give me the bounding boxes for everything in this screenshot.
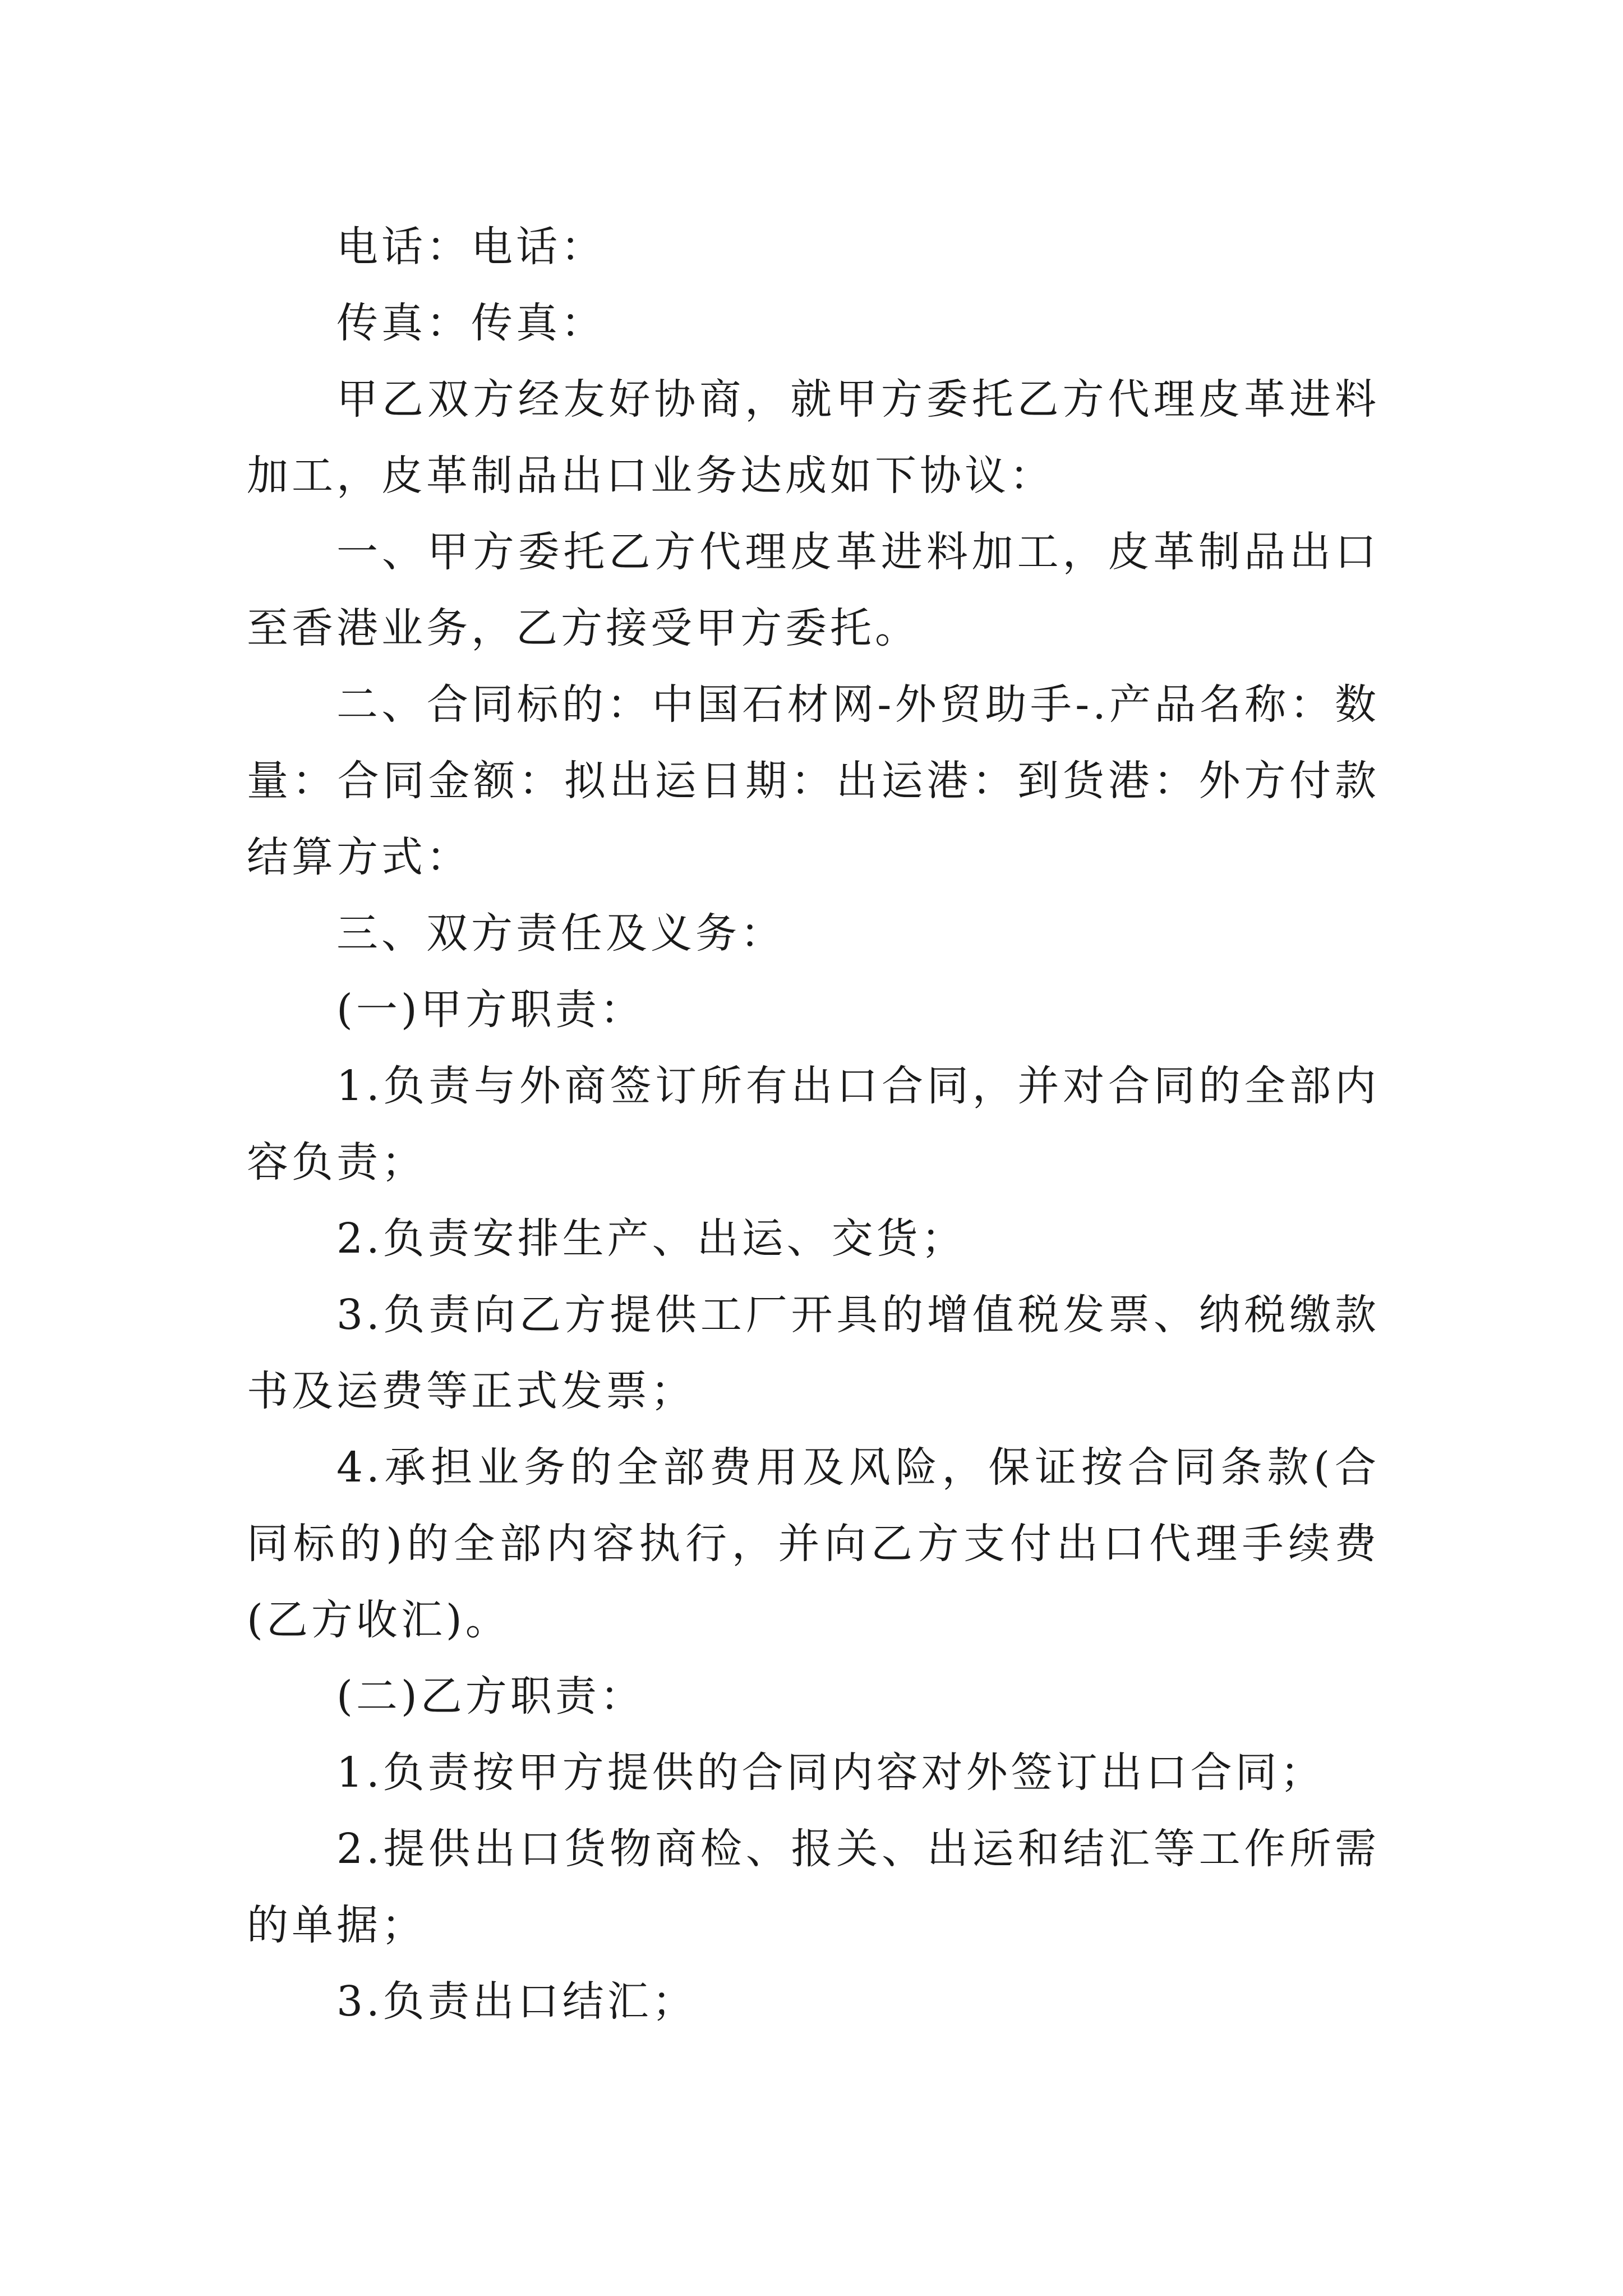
- party-b-item-1: 1.负责按甲方提供的合同内容对外签订出口合同；: [336, 1749, 1325, 1797]
- clause-1: 一、甲方委托乙方代理皮革进料加工，皮革制品出口至香港业务，乙方接受甲方委托。: [247, 528, 1380, 652]
- fax-line: 传真：传真：: [336, 299, 606, 347]
- clause-3-heading: 三、双方责任及义务：: [336, 909, 785, 958]
- party-a-item-3: 3.负责向乙方提供工厂开具的增值税发票、纳税缴款书及运费等正式发票；: [247, 1291, 1380, 1415]
- phone-line: 电话：电话：: [336, 223, 606, 271]
- party-a-item-4: 4.承担业务的全部费用及风险，保证按合同条款(合同标的)的全部内容执行，并向乙方支付出口代理手续费(乙方收汇)。: [247, 1443, 1380, 1644]
- document-body: [247, 209, 1380, 2040]
- party-a-heading: (一)甲方职责：: [336, 986, 645, 1034]
- clause-2: 二、合同标的：中国石材网-外贸助手-.产品名称：数量：合同金额：拟出运日期：出运港：到货港：外方付款结算方式：: [247, 680, 1380, 881]
- party-b-heading: (二)乙方职责：: [336, 1672, 645, 1720]
- party-a-item-2: 2.负责安排生产、出运、交货；: [336, 1214, 966, 1263]
- party-a-item-1: 1.负责与外商签订所有出口合同，并对合同的全部内容负责；: [247, 1062, 1380, 1186]
- party-b-item-3: 3.负责出口结汇；: [336, 1977, 697, 2026]
- party-b-item-2: 2.提供出口货物商检、报关、出运和结汇等工作所需的单据；: [247, 1825, 1380, 1949]
- intro-paragraph: 甲乙双方经友好协商，就甲方委托乙方代理皮革进料加工，皮革制品出口业务达成如下协议：: [247, 375, 1380, 500]
